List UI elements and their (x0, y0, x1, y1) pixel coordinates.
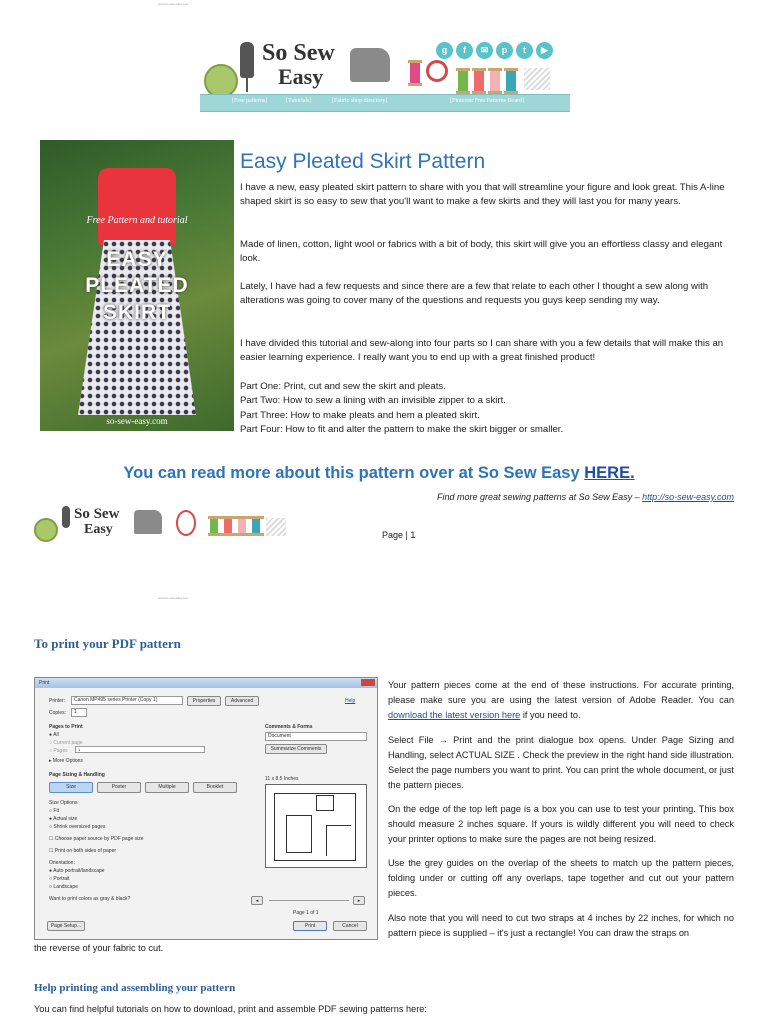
header-tiny-text-page2: www.so-sew-easy.com (158, 596, 189, 600)
nav-free-patterns[interactable]: [Free patterns] (232, 98, 268, 104)
hero-line3: SKIRT (103, 301, 171, 324)
spool-icon (252, 518, 260, 534)
properties-button: Properties (187, 696, 221, 706)
hero-line1: EASY (106, 248, 168, 271)
article-title: Easy Pleated Skirt Pattern (240, 150, 486, 173)
printer-select: Canon MP495 series Printer (Copy 1) (71, 696, 183, 705)
footer-logo-line2: Easy (84, 522, 113, 537)
instruction-paragraph: Use the grey guides on the overlap of the sheets to match up the pattern pieces, folding under or cutting off any overlaps, tape together and cut out your pattern pieces. (388, 858, 734, 898)
banner-ribbon (200, 94, 570, 112)
article-paragraph: Lately, I have had a few requests and since there are a few that relate to each other I thought a sew along with alterations was going to cover many of the questions and requests you guys keep sending my way. (240, 281, 709, 307)
so-sew-easy-link[interactable]: http://so-sew-easy.com (642, 492, 734, 502)
sewing-machine-icon (134, 510, 162, 534)
size-button: Size (49, 782, 93, 793)
needles-icon (266, 518, 286, 536)
summarize-button: Summarize Comments (265, 744, 327, 754)
dress-form-icon (62, 506, 70, 528)
spool-icon (458, 70, 468, 92)
prev-page-button: ◂ (251, 896, 263, 905)
scissors-icon (176, 510, 196, 536)
here-link[interactable]: HERE. (584, 464, 635, 482)
hero-site: so-sew-easy.com (106, 416, 168, 426)
header-tiny-text: www.so-sew-easy.com (158, 2, 189, 6)
article-paragraph: I have divided this tutorial and sew-along into four parts so I can share with you a few details that will make this an easier learning experience. I really want you to end up with a great finished product! (240, 338, 724, 364)
section-heading: To print your PDF pattern (34, 636, 181, 651)
hero-tagline: Free Pattern and tutorial (86, 215, 188, 226)
dialog-title: Print (39, 680, 50, 686)
instruction-paragraph: Also note that you will need to cut two straps at 4 inches by 22 inches, for which no pattern piece is supplied – it's just a rectangle! You can draw the straps on (388, 913, 734, 938)
poster-button: Poster (97, 782, 141, 793)
footer-logo (34, 506, 294, 542)
spool-icon (490, 70, 500, 92)
cancel-button: Cancel (333, 921, 367, 931)
instruction-paragraph: Select File → Print and the print dialogue box opens. Under Page Sizing and Handling, select ACTUAL SIZE . Check the preview in the right hand side illustration. Select the page numbers you want to print. You can print the whole document, or just the pattern pieces. (388, 735, 734, 790)
scissors-icon (426, 60, 448, 82)
page-number: Page | 1 (382, 530, 416, 540)
google-plus-icon[interactable]: g (436, 42, 453, 59)
help-text: You can find helpful tutorials on how to download, print and assemble PDF sewing patterns here: (34, 1004, 427, 1014)
print-dialog-screenshot: Print Printer: Canon MP495 series Printer (Copy 1) Properties Advanced Help Copies: 1 Pages to Print ● All ○ Current page ○ Pages 1 ▸ More Options Page Sizing & Handling Size Poster Multiple Booklet Size Options: ○ Fit ● Actual size ○ Shrink oversized pages ☐ Choose paper source by PDF page size ☐ Print on both sides of paper Orientation: ● Auto portrait/landscape ○ Portrait ○ Landscape Want to print colors as gray & black? Comments & Forms Document Summarize Comments 11 x 8.5 Inches ◂ ▸ Page 1 of 1 Page Setup... Print Cancel (34, 677, 378, 940)
needles-icon (524, 68, 550, 90)
part-item: Part Two: How to sew a lining with an invisible zipper to a skirt. (240, 395, 506, 407)
sewing-machine-icon (350, 48, 390, 82)
multiple-button: Multiple (145, 782, 189, 793)
red-top (98, 168, 176, 246)
read-more-line: You can read more about this pattern over at So Sew Easy HERE. (123, 464, 635, 482)
spool-icon (506, 70, 516, 92)
spool-icon (410, 62, 420, 84)
instruction-paragraph-continued: the reverse of your fabric to cut. (34, 943, 164, 953)
hero-image (40, 140, 234, 431)
part-item: Part Three: How to make pleats and hem a pleated skirt. (240, 409, 480, 421)
youtube-icon[interactable]: ▶ (536, 42, 553, 59)
spool-icon (474, 70, 484, 92)
facebook-icon[interactable]: f (456, 42, 473, 59)
download-reader-link[interactable]: download the latest version here (388, 710, 521, 720)
logo-text-line1: So Sew (262, 40, 335, 66)
part-item: Part One: Print, cut and sew the skirt and pleats. (240, 381, 446, 392)
next-page-button: ▸ (353, 896, 365, 905)
advanced-button: Advanced (225, 696, 259, 706)
part-item: Part Four: How to fit and alter the pattern to make the skirt bigger or smaller. (240, 423, 564, 435)
help-heading: Help printing and assembling your pattern (34, 982, 236, 994)
spool-icon (210, 518, 218, 534)
pinterest-icon[interactable]: p (496, 42, 513, 59)
twitter-icon[interactable]: t (516, 42, 533, 59)
footer-logo-line1: So Sew (74, 506, 120, 522)
instruction-paragraph: On the edge of the top left page is a box you can use to test your printing. This box should measure 2 inches square. If yours is wildly different you will need to check your printer options to make sure the pages are not being resized. (388, 804, 734, 844)
email-icon[interactable]: ✉ (476, 42, 493, 59)
button-icon (34, 518, 58, 542)
button-icon (204, 64, 238, 98)
parts-list (240, 380, 563, 437)
print-button: Print (293, 921, 327, 931)
page-setup-button: Page Setup... (47, 921, 85, 931)
nav-fabric-shop[interactable]: [Fabric shop directory] (332, 98, 388, 104)
nav-tutorials[interactable]: [Tutorials] (286, 98, 312, 104)
dress-form-icon (240, 42, 254, 78)
print-preview (265, 784, 367, 868)
spool-icon (224, 518, 232, 534)
booklet-button: Booklet (193, 782, 237, 793)
article-paragraph: I have a new, easy pleated skirt pattern to share with you that will streamline your figure and look great. This A-line shaped skirt is so easy to sew that you'll want to make a few skirts and they will last you for many years. (240, 182, 725, 208)
logo-text-line2: Easy (278, 64, 324, 89)
close-icon (361, 679, 375, 686)
find-more-line: Find more great sewing patterns at So Sew Easy – http://so-sew-easy.com (437, 492, 734, 502)
article-paragraph: Made of linen, cotton, light wool or fabrics with a bit of body, this skirt will give you an effortless classy and elegant look. (240, 239, 723, 265)
nav-pinterest-board[interactable]: [Pinterest Free Patterns Board] (450, 98, 525, 104)
site-banner[interactable] (200, 38, 570, 114)
spool-icon (238, 518, 246, 534)
hero-line2: PLEATED (85, 274, 189, 297)
instruction-paragraph: Your pattern pieces come at the end of these instructions. For accurate printing, please make sure you are using the latest version of Adobe Reader. You can download the latest version here if you need to. (388, 680, 734, 720)
